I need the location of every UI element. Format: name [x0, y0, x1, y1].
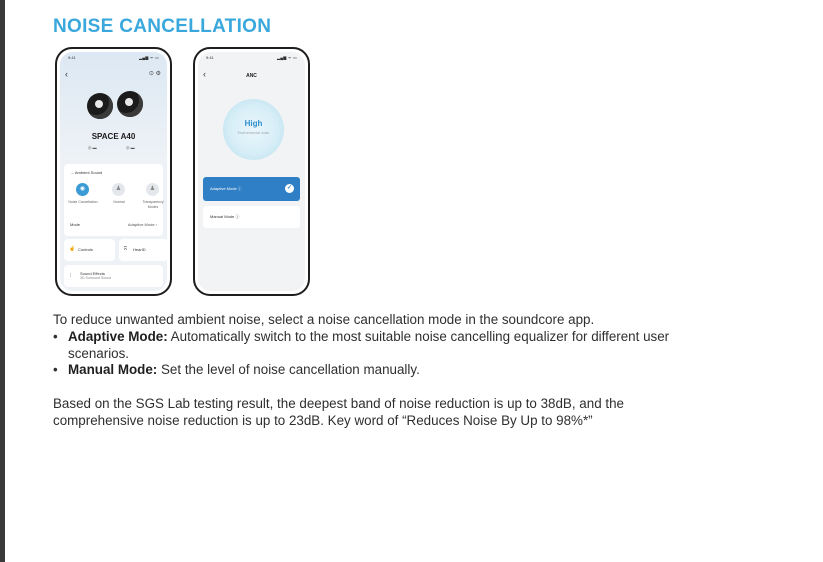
signal-icon: ▂▄▆ ᯤ ▭: [138, 55, 159, 60]
bullet-dot: •: [53, 362, 58, 377]
signal-icon: ▂▄▆ ᯤ ▭: [276, 55, 297, 60]
hearid-label: HearID: [133, 247, 146, 252]
back-chevron-icon[interactable]: ‹: [65, 69, 68, 79]
equalizer-icon: ⫶: [70, 273, 72, 279]
page-title: NOISE CANCELLATION: [53, 16, 272, 37]
earbud-right-image: [117, 91, 143, 117]
sgs-paragraph-line-2: comprehensive noise reduction is up to 23dB. Key word of “Reduces Noise By Up to 98%*”: [53, 413, 593, 428]
phone-screen: [60, 52, 167, 291]
mode-row[interactable]: [70, 222, 157, 227]
model-name: SPACE A40: [91, 132, 136, 141]
adaptive-desc-cont: scenarios.: [68, 346, 130, 361]
status-time: 9:41: [68, 55, 76, 60]
status-time: 9:41: [206, 55, 214, 60]
mode-label: Normal: [113, 200, 125, 204]
adaptive-term: Adaptive Mode:: [68, 329, 168, 344]
phone-screenshot-anc: [193, 47, 310, 296]
mode-row-label: Mode: [70, 222, 81, 227]
battery-right-icon: ◎ ▬: [126, 145, 135, 150]
status-bar: [206, 55, 297, 61]
anc-level-subtitle: Environmental noise: [237, 131, 270, 135]
back-chevron-icon[interactable]: ‹: [203, 69, 206, 79]
adaptive-mode-option[interactable]: [203, 177, 300, 201]
hero-area: [60, 52, 167, 162]
hearid-tile[interactable]: [119, 239, 167, 261]
hearid-icon: ʭ: [124, 246, 127, 252]
sound-effects-subtitle: 3D Surround Sound: [80, 276, 111, 280]
transparency-mode-icon[interactable]: ♟: [146, 183, 159, 196]
controls-label: Controls: [78, 247, 93, 252]
check-icon: ✓: [286, 185, 293, 191]
sound-effects-title: Sound Effects: [80, 271, 105, 276]
normal-mode-icon[interactable]: ♟: [112, 183, 125, 196]
manual-mode-option[interactable]: [203, 206, 300, 228]
adaptive-mode-label: Adaptive Mode ⓘ: [210, 186, 242, 191]
hand-icon: ☝: [69, 246, 76, 252]
controls-tile[interactable]: [64, 239, 115, 261]
header-settings-icon[interactable]: ⊙ ⚙: [148, 71, 161, 77]
ambient-sound-title: → Ambient Sound: [70, 170, 103, 175]
page-edge-rule: [0, 0, 5, 562]
noise-cancellation-mode-icon[interactable]: ◉: [76, 183, 89, 196]
adaptive-desc: Automatically switch to the most suitable noise cancelling equalizer for different user: [167, 329, 670, 344]
sound-effects-card[interactable]: [64, 265, 163, 287]
mode-row-value: Adaptive Mode ›: [127, 222, 157, 227]
anc-level-value: High: [244, 119, 263, 128]
ambient-sound-card: [64, 164, 163, 236]
intro-text: To reduce unwanted ambient noise, select a noise cancellation mode in the soundcore app.: [53, 312, 595, 327]
battery-left-icon: ◎ ▬: [88, 145, 97, 150]
bullet-dot: •: [53, 329, 58, 344]
manual-term: Manual Mode:: [68, 362, 158, 377]
earbud-left-image: [87, 93, 113, 119]
status-bar: [68, 55, 159, 61]
bullet-adaptive: [53, 328, 669, 345]
mode-label: Transparency Modes: [142, 200, 164, 209]
anc-level-ring[interactable]: [223, 99, 284, 160]
mode-label: Noise Cancellation: [68, 200, 98, 204]
manual-desc: Set the level of noise cancellation manually.: [157, 362, 420, 377]
sgs-paragraph-line-1: Based on the SGS Lab testing result, the deepest band of noise reduction is up to 38dB, and the: [53, 396, 624, 411]
phone-screenshot-home: [55, 47, 172, 296]
phone-screen: [198, 52, 305, 291]
anc-screen-title: ANC: [246, 73, 257, 79]
bullet-manual: [53, 361, 420, 378]
manual-mode-label: Manual Mode ⓘ: [210, 214, 240, 219]
